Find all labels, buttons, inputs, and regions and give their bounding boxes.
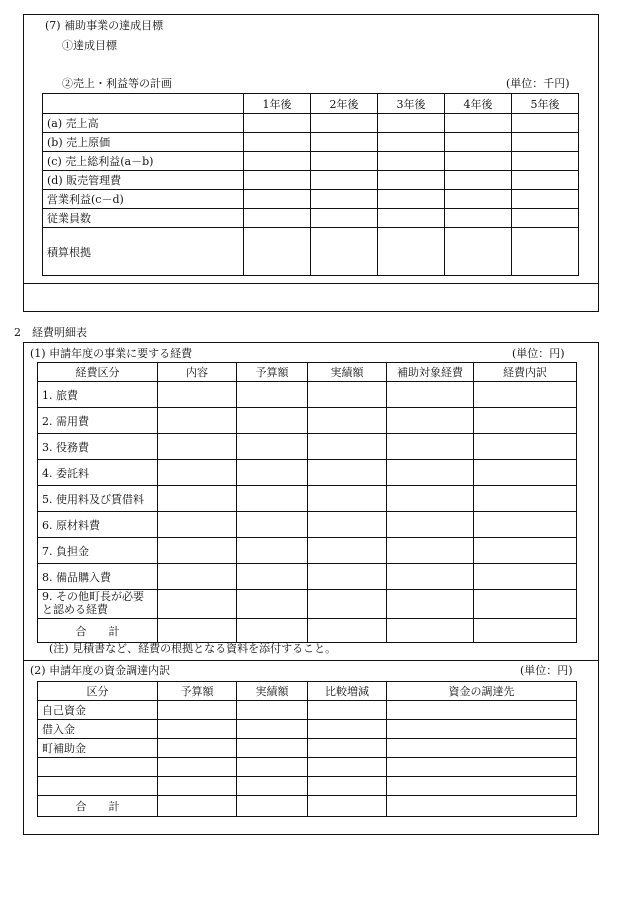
table-row [38, 590, 577, 619]
input-cell[interactable] [308, 460, 387, 486]
row-label[interactable] [38, 777, 158, 796]
input-cell[interactable] [311, 133, 378, 152]
table-row [43, 228, 579, 276]
table-row [38, 701, 577, 720]
input-cell[interactable] [387, 777, 577, 796]
input-cell[interactable] [474, 538, 577, 564]
header-cell: 5年後 [512, 94, 579, 114]
input-cell[interactable] [237, 720, 308, 739]
input-cell[interactable] [378, 228, 445, 276]
input-cell[interactable] [158, 796, 237, 817]
input-cell[interactable] [158, 434, 237, 460]
unit-label: (単位：千円) [506, 77, 570, 90]
input-cell[interactable] [311, 152, 378, 171]
input-cell[interactable] [387, 796, 577, 817]
input-cell[interactable] [311, 171, 378, 190]
table-row [38, 460, 577, 486]
header-cell: 区分 [38, 682, 158, 701]
table-row [43, 171, 579, 190]
input-cell[interactable] [244, 228, 311, 276]
input-cell[interactable] [512, 228, 579, 276]
input-cell[interactable] [387, 619, 474, 643]
input-cell[interactable] [158, 538, 237, 564]
row-label: 2. 需用費 [38, 408, 158, 434]
input-cell[interactable] [237, 434, 308, 460]
input-cell[interactable] [237, 460, 308, 486]
row-label: 9. その他町長が必要と認める経費 [38, 590, 158, 619]
input-cell[interactable] [158, 739, 237, 758]
input-cell[interactable] [387, 434, 474, 460]
part1-title: (1) 申請年度の事業に要する経費 [30, 347, 193, 360]
header-cell: 実績額 [237, 682, 308, 701]
input-cell[interactable] [308, 408, 387, 434]
input-cell[interactable] [474, 434, 577, 460]
input-cell[interactable] [237, 408, 308, 434]
section-divider [24, 283, 598, 284]
input-cell[interactable] [387, 758, 577, 777]
header-cell: 2年後 [311, 94, 378, 114]
funding-table [37, 681, 577, 817]
table-row [43, 209, 579, 228]
input-cell[interactable] [474, 486, 577, 512]
header-cell: 実績額 [308, 363, 387, 382]
input-cell[interactable] [244, 171, 311, 190]
input-cell[interactable] [474, 382, 577, 408]
input-cell[interactable] [158, 564, 237, 590]
input-cell[interactable] [237, 701, 308, 720]
table-row [43, 114, 579, 133]
row-label: 4. 委託料 [38, 460, 158, 486]
input-cell[interactable] [308, 777, 387, 796]
input-cell[interactable] [158, 701, 237, 720]
header-cell: 予算額 [158, 682, 237, 701]
input-cell[interactable] [311, 114, 378, 133]
input-cell[interactable] [244, 114, 311, 133]
sales-profit-plan-label: ②売上・利益等の計画 [62, 77, 172, 90]
row-label: 5. 使用料及び賃借料 [38, 486, 158, 512]
input-cell[interactable] [237, 382, 308, 408]
row-label: 町補助金 [38, 739, 158, 758]
table-row [38, 486, 577, 512]
part1-unit: (単位：円) [512, 347, 565, 360]
input-cell[interactable] [512, 190, 579, 209]
input-cell[interactable] [387, 486, 474, 512]
input-cell[interactable] [158, 619, 237, 643]
total-label: 合 計 [38, 796, 158, 817]
total-row [38, 796, 577, 817]
row-label: (d) 販売管理費 [43, 171, 244, 190]
input-cell[interactable] [474, 408, 577, 434]
input-cell[interactable] [378, 209, 445, 228]
table-header-row [43, 94, 579, 114]
header-cell: 予算額 [237, 363, 308, 382]
section-divider [24, 660, 598, 661]
row-label: 借入金 [38, 720, 158, 739]
input-cell[interactable] [237, 796, 308, 817]
input-cell[interactable] [244, 152, 311, 171]
input-cell[interactable] [308, 486, 387, 512]
input-cell[interactable] [244, 190, 311, 209]
input-cell[interactable] [378, 152, 445, 171]
part2-title: (2) 申請年度の資金調達内訳 [30, 664, 171, 677]
input-cell[interactable] [237, 739, 308, 758]
input-cell[interactable] [445, 190, 512, 209]
input-cell[interactable] [237, 486, 308, 512]
input-cell[interactable] [237, 512, 308, 538]
input-cell[interactable] [387, 408, 474, 434]
input-cell[interactable] [387, 701, 577, 720]
table-row [38, 739, 577, 758]
input-cell[interactable] [308, 619, 387, 643]
header-cell: 資金の調達先 [387, 682, 577, 701]
input-cell[interactable] [158, 512, 237, 538]
input-cell[interactable] [158, 460, 237, 486]
table-row [43, 190, 579, 209]
input-cell[interactable] [378, 114, 445, 133]
row-label[interactable] [38, 758, 158, 777]
input-cell[interactable] [308, 739, 387, 758]
input-cell[interactable] [237, 777, 308, 796]
input-cell[interactable] [378, 133, 445, 152]
expense-table [37, 362, 577, 643]
input-cell[interactable] [387, 382, 474, 408]
input-cell[interactable] [237, 590, 308, 619]
input-cell[interactable] [512, 114, 579, 133]
input-cell[interactable] [474, 590, 577, 619]
input-cell[interactable] [474, 619, 577, 643]
row-label: 従業員数 [43, 209, 244, 228]
header-cell [43, 94, 244, 114]
header-cell: 比較増減 [308, 682, 387, 701]
input-cell[interactable] [512, 171, 579, 190]
input-cell[interactable] [308, 512, 387, 538]
input-cell[interactable] [387, 564, 474, 590]
table-row [38, 777, 577, 796]
input-cell[interactable] [308, 758, 387, 777]
table-row [38, 720, 577, 739]
table-row [43, 133, 579, 152]
table-row [43, 152, 579, 171]
input-cell[interactable] [158, 720, 237, 739]
input-cell[interactable] [378, 190, 445, 209]
row-label: 積算根拠 [43, 228, 244, 276]
input-cell[interactable] [244, 133, 311, 152]
input-cell[interactable] [311, 228, 378, 276]
table-row [38, 538, 577, 564]
input-cell[interactable] [387, 538, 474, 564]
header-cell: 補助対象経費 [387, 363, 474, 382]
row-label: 自己資金 [38, 701, 158, 720]
total-row [38, 619, 577, 643]
sales-plan-table [42, 93, 579, 276]
input-cell[interactable] [512, 209, 579, 228]
header-cell: 3年後 [378, 94, 445, 114]
input-cell[interactable] [308, 590, 387, 619]
row-label: 3. 役務費 [38, 434, 158, 460]
row-label: 8. 備品購入費 [38, 564, 158, 590]
input-cell[interactable] [445, 114, 512, 133]
input-cell[interactable] [512, 133, 579, 152]
input-cell[interactable] [378, 171, 445, 190]
input-cell[interactable] [311, 190, 378, 209]
row-label: 6. 原材料費 [38, 512, 158, 538]
input-cell[interactable] [308, 382, 387, 408]
table-row [38, 564, 577, 590]
input-cell[interactable] [158, 777, 237, 796]
input-cell[interactable] [158, 590, 237, 619]
header-cell: 4年後 [445, 94, 512, 114]
input-cell[interactable] [308, 564, 387, 590]
part2-unit: (単位：円) [520, 664, 573, 677]
input-cell[interactable] [311, 209, 378, 228]
attachment-note: (注) 見積書など、経費の根拠となる資料を添付すること。 [49, 642, 337, 655]
input-cell[interactable] [387, 739, 577, 758]
expense-statement-heading: 2 経費明細表 [14, 326, 87, 339]
input-cell[interactable] [308, 796, 387, 817]
input-cell[interactable] [308, 538, 387, 564]
input-cell[interactable] [308, 720, 387, 739]
table-row [38, 758, 577, 777]
input-cell[interactable] [244, 209, 311, 228]
row-label: (a) 売上高 [43, 114, 244, 133]
input-cell[interactable] [237, 619, 308, 643]
row-label: 7. 負担金 [38, 538, 158, 564]
input-cell[interactable] [308, 434, 387, 460]
row-label: (c) 売上総利益(a－b) [43, 152, 244, 171]
input-cell[interactable] [387, 512, 474, 538]
input-cell[interactable] [474, 564, 577, 590]
input-cell[interactable] [445, 171, 512, 190]
input-cell[interactable] [474, 512, 577, 538]
input-cell[interactable] [308, 701, 387, 720]
row-label: (b) 売上原価 [43, 133, 244, 152]
row-label: 1. 旅費 [38, 382, 158, 408]
input-cell[interactable] [445, 209, 512, 228]
table-row [38, 382, 577, 408]
input-cell[interactable] [445, 133, 512, 152]
table-row [38, 512, 577, 538]
input-cell[interactable] [445, 228, 512, 276]
header-cell: 1年後 [244, 94, 311, 114]
table-header-row [38, 363, 577, 382]
input-cell[interactable] [237, 758, 308, 777]
input-cell[interactable] [512, 152, 579, 171]
input-cell[interactable] [387, 460, 474, 486]
input-cell[interactable] [387, 720, 577, 739]
input-cell[interactable] [237, 538, 308, 564]
input-cell[interactable] [158, 408, 237, 434]
header-cell: 内容 [158, 363, 237, 382]
input-cell[interactable] [237, 564, 308, 590]
total-label: 合 計 [38, 619, 158, 643]
table-row [38, 408, 577, 434]
achievement-target-label: ①達成目標 [62, 39, 117, 52]
input-cell[interactable] [445, 152, 512, 171]
row-label: 営業利益(c－d) [43, 190, 244, 209]
header-cell: 経費区分 [38, 363, 158, 382]
table-header-row [38, 682, 577, 701]
input-cell[interactable] [158, 486, 237, 512]
section7-heading: (7) 補助事業の達成目標 [45, 19, 164, 32]
input-cell[interactable] [158, 758, 237, 777]
input-cell[interactable] [387, 590, 474, 619]
header-cell: 経費内訳 [474, 363, 577, 382]
table-row [38, 434, 577, 460]
input-cell[interactable] [474, 460, 577, 486]
input-cell[interactable] [158, 382, 237, 408]
